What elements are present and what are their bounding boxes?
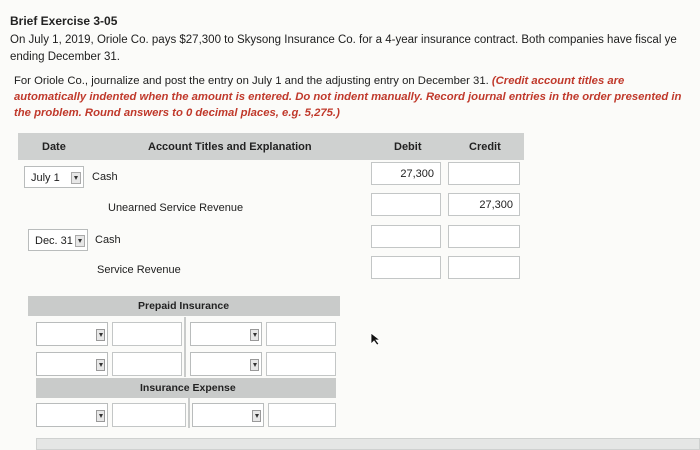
t-account-title: Prepaid Insurance xyxy=(138,300,230,312)
header-account: Account Titles and Explanation xyxy=(148,141,312,153)
chevron-down-icon[interactable] xyxy=(96,329,105,341)
account-title[interactable]: Cash xyxy=(92,171,118,183)
posting-amount-input[interactable] xyxy=(112,322,182,346)
journal-header xyxy=(18,133,524,160)
date-value: July 1 xyxy=(31,172,60,184)
debit-input[interactable] xyxy=(371,256,441,279)
instructions xyxy=(14,73,686,121)
posting-amount-input[interactable] xyxy=(268,403,336,427)
header-date: Date xyxy=(42,141,66,153)
debit-value: 27,300 xyxy=(400,168,434,180)
posting-date-select[interactable] xyxy=(192,403,264,427)
problem-text: On July 1, 2019, Oriole Co. pays $27,300 to Skysong Insurance Co. for a 4-year insurance contract. Both companies have fiscal ye ending December 31. xyxy=(10,34,677,63)
account-title[interactable]: Cash xyxy=(95,234,121,246)
instructions-note: (Credit account titles are automatically indented when the amount is entered. Do not indent manually. Record journal entries in the order presented in the problem. Round answers to 0 decimal places, e.g. 5,275.) xyxy=(14,75,682,119)
posting-date-select[interactable] xyxy=(190,322,262,346)
chevron-down-icon[interactable] xyxy=(71,172,81,184)
t-account-title: Insurance Expense xyxy=(140,382,236,394)
date-select[interactable] xyxy=(24,166,84,188)
header-debit: Debit xyxy=(394,141,422,153)
posting-date-select[interactable] xyxy=(36,322,108,346)
t-account-divider xyxy=(188,398,190,428)
chevron-down-icon[interactable] xyxy=(252,410,261,422)
credit-input[interactable] xyxy=(448,225,520,248)
chevron-down-icon[interactable] xyxy=(96,410,105,422)
date-value: Dec. 31 xyxy=(35,235,73,247)
posting-amount-input[interactable] xyxy=(266,352,336,376)
credit-input[interactable] xyxy=(448,256,520,279)
posting-date-select[interactable] xyxy=(190,352,262,376)
credit-value: 27,300 xyxy=(479,199,513,211)
debit-input[interactable] xyxy=(371,225,441,248)
chevron-down-icon[interactable] xyxy=(75,235,85,247)
posting-amount-input[interactable] xyxy=(112,352,182,376)
header-credit: Credit xyxy=(469,141,501,153)
date-select[interactable] xyxy=(28,229,88,251)
posting-date-select[interactable] xyxy=(36,352,108,376)
account-title[interactable]: Service Revenue xyxy=(97,264,181,276)
posting-date-select[interactable] xyxy=(36,403,108,427)
mouse-pointer-icon xyxy=(370,332,382,346)
account-title[interactable]: Unearned Service Revenue xyxy=(108,202,244,214)
t-account-divider xyxy=(184,317,186,377)
credit-input[interactable] xyxy=(448,162,520,185)
chevron-down-icon[interactable] xyxy=(250,329,259,341)
posting-amount-input[interactable] xyxy=(266,322,336,346)
chevron-down-icon[interactable] xyxy=(96,359,105,371)
chevron-down-icon[interactable] xyxy=(250,359,259,371)
debit-input[interactable] xyxy=(371,162,441,185)
next-panel-edge xyxy=(36,438,700,450)
exercise-title: Brief Exercise 3-05 xyxy=(10,14,118,28)
credit-input[interactable] xyxy=(448,193,520,216)
debit-input[interactable] xyxy=(371,193,441,216)
posting-amount-input[interactable] xyxy=(112,403,186,427)
instructions-plain: For Oriole Co., journalize and post the entry on July 1 and the adjusting entry on December 31. xyxy=(14,75,492,87)
